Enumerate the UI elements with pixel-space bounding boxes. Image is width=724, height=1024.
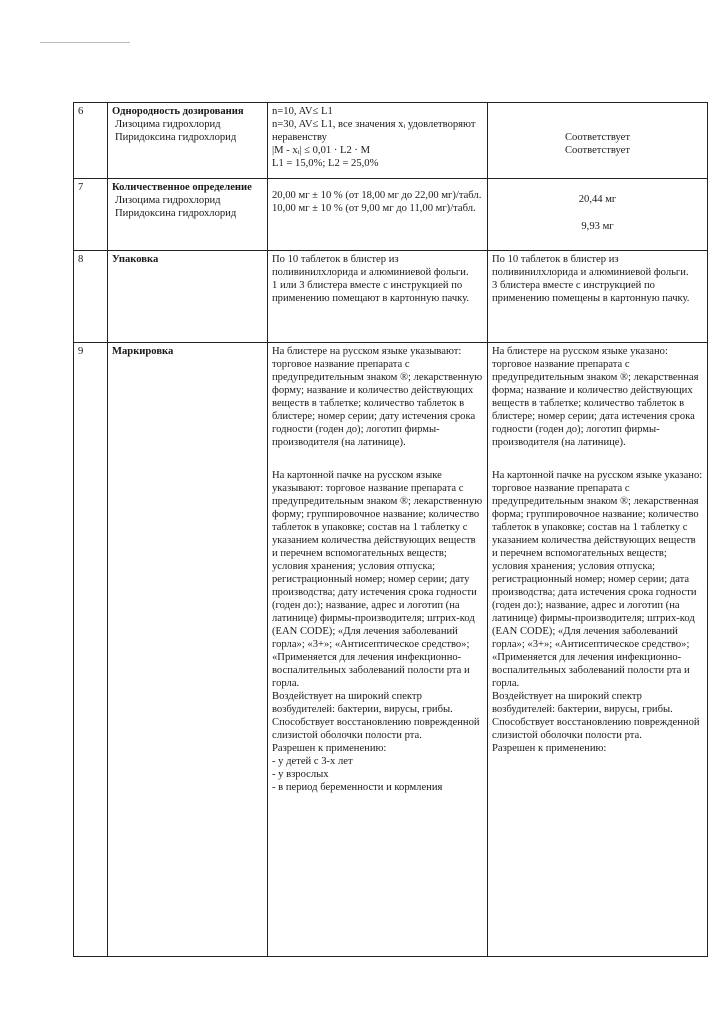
result-line: Соответствует bbox=[564, 132, 630, 143]
result-cell bbox=[488, 103, 708, 179]
parameter-name bbox=[108, 343, 268, 957]
requirement-paragraph: - у детей с 3-х лет bbox=[272, 756, 353, 767]
result-line: 9,93 мг bbox=[581, 221, 614, 232]
specification-table bbox=[73, 102, 708, 957]
result-paragraph: На картонной пачке на русском языке указано: торговое название препарата с предупредительным знаком ®; лекарственная форма; группировочное название; количество таблеток в упаковке; состав на 1 таблетку с указанием количества действующих веществ и перечнем вспомогательных веществ; условия хранения; условия отпуска; регистрационный номер; номер серии; дата производства; дата истечения срока годности (годен до:); название, адрес и логотип (на латинице) фирмы-производителя; штрих-код (EAN CODE); «Для лечения заболеваний горла»; «3+»; «Антисептическое средство»; bbox=[492, 470, 703, 650]
requirement-line: 20,00 мг ± 10 % (от 18,00 мг до 22,00 мг)/табл. bbox=[272, 190, 482, 201]
table-row bbox=[74, 179, 708, 251]
result-line: 3 блистера вместе с инструкцией по применению помещены в картонную пачку. bbox=[492, 280, 690, 304]
parameter-title: Однородность дозирования bbox=[112, 106, 244, 117]
requirement-paragraph: - у взрослых bbox=[272, 769, 329, 780]
requirement-cell bbox=[268, 343, 488, 957]
requirement-paragraph: - в период беременности и кормления bbox=[272, 782, 443, 793]
requirement-paragraph: «Применяется для лечения инфекционно-воспалительных заболеваний полости рта и горла. bbox=[272, 652, 470, 689]
parameter-item: Лизоцима гидрохлорид bbox=[115, 119, 221, 130]
parameter-name bbox=[108, 103, 268, 179]
parameter-item: Лизоцима гидрохлорид bbox=[115, 195, 221, 206]
result-paragraph: Способствует восстановлению поврежденной слизистой оболочки полости рта. bbox=[492, 717, 700, 741]
requirement-line: |M - xᵢ| ≤ 0,01 · L2 · M bbox=[272, 145, 371, 156]
requirement-cell bbox=[268, 179, 488, 251]
table-row bbox=[74, 343, 708, 957]
result-line: 20,44 мг bbox=[578, 194, 617, 205]
requirement-cell bbox=[268, 251, 488, 343]
parameter-title: Количественное определение bbox=[112, 182, 252, 193]
requirement-line: n=10, AV≤ L1 bbox=[272, 106, 333, 117]
row-number: 9 bbox=[74, 343, 108, 957]
row-number: 8 bbox=[74, 251, 108, 343]
requirement-line: По 10 таблеток в блистер из поливинилхлорида и алюминиевой фольги. bbox=[272, 254, 469, 278]
parameter-title: Маркировка bbox=[112, 346, 174, 357]
row-number: 6 bbox=[74, 103, 108, 179]
requirement-paragraph: На блистере на русском языке указывают: торговое название препарата с предупредительным знаком ®; лекарственную форму; название и количество действующих веществ в таблетке; количество таблеток в блистере; номер серии; дату истечения срока годности (годен до); логотип фирмы-производителя (на латинице). bbox=[272, 346, 483, 448]
result-paragraph: «Применяется для лечения инфекционно-воспалительных заболеваний полости рта и горла. bbox=[492, 652, 690, 689]
result-cell bbox=[488, 343, 708, 957]
result-paragraph: Воздействует на широкий спектр возбудителей: бактерии, вирусы, грибы. bbox=[492, 691, 673, 715]
requirement-paragraph: Разрешен к применению: bbox=[272, 743, 387, 754]
table-row bbox=[74, 103, 708, 179]
requirement-line: 10,00 мг ± 10 % (от 9,00 мг до 11,00 мг)/табл. bbox=[272, 203, 476, 214]
scan-margin-line bbox=[40, 42, 130, 43]
table-row bbox=[74, 251, 708, 343]
requirement-line: n=30, AV≤ L1, все значения xᵢ удовлетворяют неравенству bbox=[272, 119, 476, 143]
requirement-paragraph: Воздействует на широкий спектр возбудителей: бактерии, вирусы, грибы. bbox=[272, 691, 453, 715]
requirement-line: L1 = 15,0%; L2 = 25,0% bbox=[272, 158, 379, 169]
requirement-paragraph: Способствует восстановлению поврежденной слизистой оболочки полости рта. bbox=[272, 717, 480, 741]
parameter-item: Пиридоксина гидрохлорид bbox=[115, 208, 237, 219]
result-line: Соответствует bbox=[564, 145, 630, 156]
requirement-cell bbox=[268, 103, 488, 179]
result-cell bbox=[488, 179, 708, 251]
parameter-name bbox=[108, 251, 268, 343]
result-paragraph: На блистере на русском языке указано: торговое название препарата с предупредительным знаком ®; лекарственная форма; название и количество действующих веществ в таблетке; количество таблеток в блистере; номер серии; дата истечения срока годности (годен до); логотип фирмы-производителя (на латинице). bbox=[492, 346, 699, 448]
result-line: По 10 таблеток в блистер из поливинилхлорида и алюминиевой фольги. bbox=[492, 254, 689, 278]
parameter-title: Упаковка bbox=[112, 254, 159, 265]
result-cell bbox=[488, 251, 708, 343]
parameter-name bbox=[108, 179, 268, 251]
parameter-item: Пиридоксина гидрохлорид bbox=[115, 132, 237, 143]
requirement-paragraph: На картонной пачке на русском языке указывают: торговое название препарата с предупредительным знаком ®; лекарственную форму; группировочное название; количество таблеток в упаковке; состав на 1 таблетку с указанием количества действующих веществ и перечнем вспомогательных веществ; условия хранения; условия отпуска; регистрационный номер; номер серии; дату производства; дату истечения срока годности (годен до:); название, адрес и логотип (на латинице) фирмы-производителя; штрих-код (EAN CODE); «Для лечения заболеваний горла»; «3+»; «Антисептическое средство»; bbox=[272, 470, 483, 650]
result-paragraph: Разрешен к применению: bbox=[492, 743, 607, 754]
row-number: 7 bbox=[74, 179, 108, 251]
requirement-line: 1 или 3 блистера вместе с инструкцией по применению помещают в картонную пачку. bbox=[272, 280, 470, 304]
